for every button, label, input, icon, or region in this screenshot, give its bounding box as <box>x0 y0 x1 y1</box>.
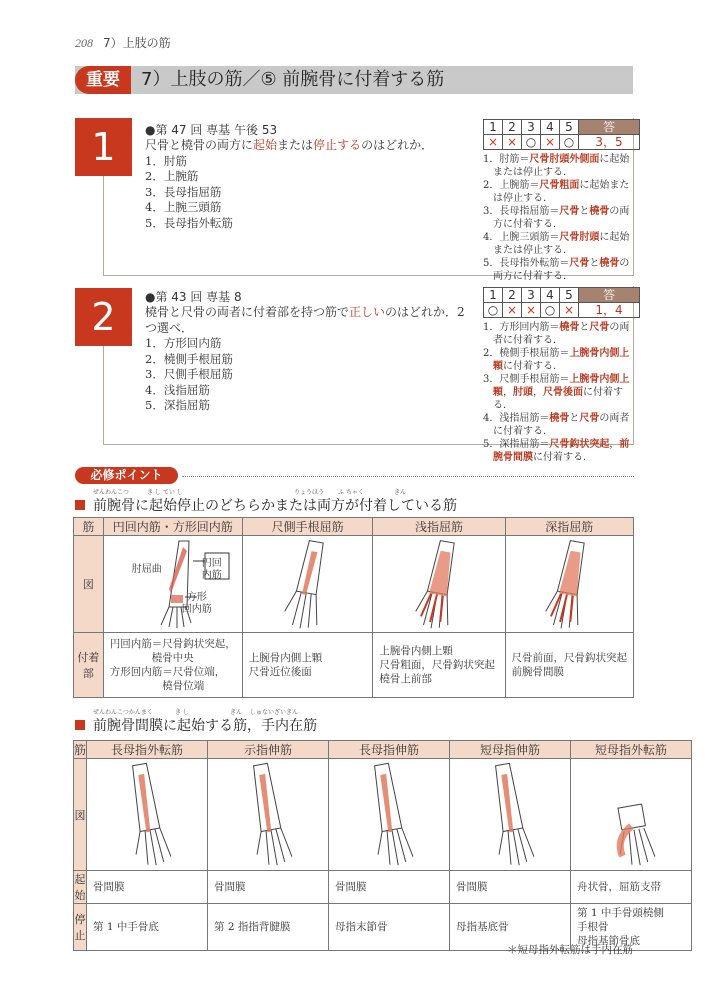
col-header: 筋 <box>74 741 87 759</box>
highlight-text: 尺骨 <box>589 322 610 333</box>
heading-text: 前腕骨に起始停止のどちらかまたは両方が付着している筋 <box>93 498 457 514</box>
option: 2．橈側手根屈筋 <box>145 351 233 366</box>
option: 3．長母指屈筋 <box>145 184 222 199</box>
ruby: き し てい し <box>147 489 183 496</box>
question-number: 1 <box>75 118 132 176</box>
option: 3．尺側手根屈筋 <box>145 367 233 381</box>
forearm-illustration <box>329 760 449 866</box>
answer-mark: × <box>503 303 522 318</box>
answer-header-cell: 答 <box>579 288 640 303</box>
text: 4．上腕三頭筋＝ <box>483 232 560 243</box>
question-stem <box>145 138 475 154</box>
answer-grid <box>483 287 640 318</box>
divider <box>103 346 104 445</box>
text: と <box>579 322 590 333</box>
cell-line: 母指基節骨底 <box>577 935 641 947</box>
highlight-text: 停止する <box>313 138 362 152</box>
col-header: 浅指屈筋 <box>373 518 505 536</box>
ruby: き し <box>175 709 189 716</box>
footnote: ＊短母指外転筋は手内在筋 <box>507 944 633 956</box>
text: ， <box>609 439 620 450</box>
answer-mark: ○ <box>522 135 541 150</box>
cell-line: 方形回内筋＝尺骨位端， <box>109 666 226 678</box>
attachment-cell <box>103 633 242 698</box>
title-bar <box>75 66 633 94</box>
text: に付着する． <box>503 361 563 372</box>
text: 5．深指屈筋＝ <box>483 439 550 450</box>
question-number: 2 <box>75 288 132 346</box>
answer-header-cell: 1 <box>484 120 503 135</box>
cell-line: 第 1 中手骨底 <box>93 921 159 933</box>
insertion-cell <box>329 904 450 951</box>
origin-cell: 骨間膜 <box>329 871 450 904</box>
section-1-heading <box>75 495 457 515</box>
attachment-cell <box>373 633 505 698</box>
ruby: きん <box>230 709 243 716</box>
answer-mark: × <box>541 135 560 150</box>
cell-line: 尺骨前面，尺骨鈎状突起 <box>511 652 627 664</box>
forearm-illustration <box>509 537 629 629</box>
option: 4．浅指屈筋 <box>145 382 210 397</box>
highlight-text: 尺骨 <box>579 413 600 424</box>
answer-header-cell: 1 <box>484 288 503 303</box>
explanation <box>483 179 635 205</box>
col-header: 短母指外転筋 <box>571 741 692 759</box>
answer-mark: × <box>560 303 579 318</box>
text: 3．尺側手根屈筋＝ <box>483 374 570 385</box>
answer-header-cell: 4 <box>541 288 560 303</box>
explanations <box>483 153 635 283</box>
text: 1．方形回内筋＝ <box>483 322 560 333</box>
figure-epb <box>450 759 571 871</box>
explanation <box>483 257 635 283</box>
option-list <box>145 336 475 414</box>
figure-pronator <box>103 536 242 633</box>
explanation <box>483 347 635 373</box>
text: のはどれか．2 つ選べ． <box>145 305 465 335</box>
col-header: 深指屈筋 <box>505 518 634 536</box>
important-badge: 重要 <box>75 66 131 94</box>
cell-line: 尺骨近位後面 <box>248 666 312 678</box>
cell-line: 手根骨 <box>577 921 609 933</box>
explanation <box>483 438 635 464</box>
col-header: 円回内筋・方形回内筋 <box>103 518 242 536</box>
text: ， <box>503 387 513 398</box>
explanation <box>483 231 635 257</box>
option: 5．深指屈筋 <box>145 398 210 412</box>
label-pronator-quadratus: 方形 回内筋 <box>181 592 212 615</box>
cell-line: 橈骨位端 <box>109 680 205 692</box>
forearm-illustration <box>87 760 207 866</box>
figure-apb <box>571 759 692 871</box>
cell-line: 母指末節骨 <box>335 921 388 933</box>
option: 1．肘筋 <box>145 153 187 168</box>
row-label: 付着部 <box>74 633 104 698</box>
attachment-cell <box>242 633 373 698</box>
row-label: 起始 <box>74 871 87 904</box>
answer-mark: × <box>503 135 522 150</box>
forearm-illustration <box>208 760 328 866</box>
cell-line: 上腕骨内側上顆 <box>379 645 453 657</box>
option: 4．上腕三頭筋 <box>145 200 222 214</box>
origin-cell: 骨間膜 <box>208 871 329 904</box>
answer-panel-2 <box>483 287 640 464</box>
section-name: 7）上肢の筋 <box>103 36 171 50</box>
interosseous-muscle-table <box>73 740 692 951</box>
text: 尺骨と橈骨の両方に <box>145 138 254 152</box>
ruby: ぜんわんこつ <box>93 489 129 496</box>
highlight-text: 起始 <box>253 138 278 152</box>
forearm-muscle-table <box>73 517 634 698</box>
cell-line: 母指基底骨 <box>456 921 509 933</box>
explanation <box>483 412 635 438</box>
answer-header-cell: 5 <box>560 288 579 303</box>
text: に起始または停止する． <box>493 154 630 178</box>
option: 2．上腕筋 <box>145 169 199 183</box>
forearm-illustration <box>450 760 570 866</box>
running-header <box>75 34 171 51</box>
col-header: 筋 <box>74 518 104 536</box>
row-label: 停止 <box>74 904 87 951</box>
figure-fcu <box>242 536 373 633</box>
question-stem <box>145 305 475 336</box>
text: に付着する． <box>533 452 593 463</box>
attachment-cell <box>505 633 634 698</box>
origin-cell: 舟状骨，屈筋支帯 <box>571 871 692 904</box>
highlight-text: 橈骨 <box>549 413 570 424</box>
page-title: 7）上肢の筋／⑤ 前腕骨に付着する筋 <box>141 69 445 90</box>
ruby: しゅないざいきん <box>250 709 299 716</box>
answer-grid <box>483 119 640 150</box>
cell-line: 尺骨粗面，尺骨鈎状突起 <box>379 659 495 671</box>
figure-eip <box>208 759 329 871</box>
highlight-text: 尺骨鈎状突起 <box>549 439 610 450</box>
label-elbow-flexion: 肘屈曲 <box>131 564 162 575</box>
text: 橈骨と尺骨の両者に付着部を持つ筋で <box>145 305 350 319</box>
cell-line: 橈骨中央 <box>109 652 194 664</box>
highlight-text: 尺骨粗面 <box>539 180 580 191</box>
answer-header-cell: 4 <box>541 120 560 135</box>
origin-cell: 骨間膜 <box>450 871 571 904</box>
figure-fds <box>373 536 505 633</box>
origin-cell: 骨間膜 <box>87 871 208 904</box>
text: 5．長母指外転筋＝ <box>483 258 570 269</box>
answer-header-cell: 5 <box>560 120 579 135</box>
answer-header-cell: 3 <box>522 120 541 135</box>
highlight-text: 尺骨後面 <box>543 387 583 398</box>
answer-header-cell: 2 <box>503 288 522 303</box>
explanation <box>483 321 635 347</box>
label-pronator-teres: 円回 内筋 <box>201 558 222 581</box>
explanation <box>483 153 635 179</box>
highlight-text: 尺骨 <box>559 206 580 217</box>
answer-value: 1，4 <box>579 303 640 318</box>
insertion-cell <box>87 904 208 951</box>
ruby: きん <box>394 489 407 496</box>
text: と <box>569 413 580 424</box>
explanation <box>483 373 635 412</box>
cell-line: 第 1 中手骨頭橈側 <box>577 907 664 919</box>
option: 5．長母指外転筋 <box>145 215 233 230</box>
forearm-illustration <box>571 760 691 866</box>
highlight-text: 正しい <box>349 305 386 319</box>
answer-header-cell: 3 <box>522 288 541 303</box>
col-header: 示指伸筋 <box>208 741 329 759</box>
figure-fdp <box>505 536 634 633</box>
answer-mark: ○ <box>541 303 560 318</box>
text: に付着する． <box>493 387 623 411</box>
highlight-text: 橈骨 <box>599 258 620 269</box>
answer-panel-1 <box>483 119 640 283</box>
divider <box>103 176 104 276</box>
answer-mark: × <box>522 303 541 318</box>
highlight-text: 尺骨肘頭外側面 <box>529 154 600 165</box>
answer-mark: ○ <box>560 135 579 150</box>
highlight-text: 橈骨 <box>559 322 580 333</box>
highlight-text: 肘頭 <box>513 387 533 398</box>
question-1 <box>145 121 475 231</box>
insertion-cell <box>208 904 329 951</box>
section-2-heading <box>75 715 317 735</box>
text: の両者に付着する． <box>493 413 630 437</box>
question-meta: ●第 43 回 専基 8 <box>145 290 242 304</box>
text: ， <box>533 387 543 398</box>
cell-line: 円回内筋＝尺骨鈎状突起， <box>109 638 236 650</box>
forearm-illustration <box>109 537 237 629</box>
must-learn-badge: 必修ポイント <box>75 467 178 484</box>
highlight-text: 尺骨肘頭 <box>559 232 600 243</box>
cell-line: 第 2 指指背腱膜 <box>214 921 291 933</box>
text: のはどれか． <box>361 138 434 152</box>
highlight-text: 橈骨 <box>589 206 610 217</box>
col-header: 長母指伸筋 <box>329 741 450 759</box>
answer-value: 3，5 <box>579 135 640 150</box>
col-header: 尺側手根屈筋 <box>242 518 373 536</box>
text: 4．浅指屈筋＝ <box>483 413 550 424</box>
row-label: 図 <box>74 536 104 633</box>
text: に起始または停止する． <box>493 180 630 204</box>
answer-mark: × <box>484 135 503 150</box>
square-bullet-icon <box>75 500 85 510</box>
page-number: 208 <box>75 36 93 50</box>
text: の両方に付着する． <box>493 206 630 230</box>
question-2 <box>145 288 475 414</box>
text: または <box>277 138 314 152</box>
ruby: ふ ちゃく <box>338 489 364 496</box>
text: 2．橈側手根屈筋＝ <box>483 348 570 359</box>
cell-line: 橈骨上前部 <box>379 673 432 685</box>
cell-line: 上腕骨内側上顆 <box>248 652 323 664</box>
text: と <box>579 206 590 217</box>
text: に起始または停止する． <box>493 232 630 256</box>
text: と <box>589 258 600 269</box>
dotted-rule <box>182 476 634 477</box>
text: 2．上腕筋＝ <box>483 180 540 191</box>
col-header: 短母指伸筋 <box>450 741 571 759</box>
highlight-text: 前腕骨間膜 <box>493 439 630 463</box>
forearm-illustration <box>379 537 499 629</box>
highlight-text: 上腕骨内側上顆 <box>493 374 630 398</box>
figure-epl <box>329 759 450 871</box>
answer-header-cell: 答 <box>579 120 640 135</box>
explanations <box>483 321 635 464</box>
highlight-text: 上腕骨内側上顆 <box>493 348 630 372</box>
ruby: りょうほう <box>294 489 325 496</box>
option: 1．方形回内筋 <box>145 336 222 350</box>
row-label: 図 <box>74 759 87 871</box>
text: 3．長母指屈筋＝ <box>483 206 560 217</box>
cell-line: 前腕骨間膜 <box>511 666 564 678</box>
text: 1．肘筋＝ <box>483 154 530 165</box>
col-header: 長母指外転筋 <box>87 741 208 759</box>
answer-mark: ○ <box>484 303 503 318</box>
highlight-text: 尺骨 <box>569 258 590 269</box>
forearm-illustration <box>248 537 368 629</box>
question-meta: ●第 47 回 専基 午後 53 <box>145 123 278 137</box>
square-bullet-icon <box>75 720 85 730</box>
heading-text: 前腕骨間膜に起始する筋，手内在筋 <box>93 718 317 734</box>
option-list <box>145 154 475 232</box>
text: の両者に付着する． <box>493 322 630 346</box>
figure-apl <box>87 759 208 871</box>
explanation <box>483 205 635 231</box>
answer-header-cell: 2 <box>503 120 522 135</box>
ruby: ぜんわんこつかんまく <box>93 709 153 716</box>
text: の両方に付着する． <box>493 258 630 282</box>
